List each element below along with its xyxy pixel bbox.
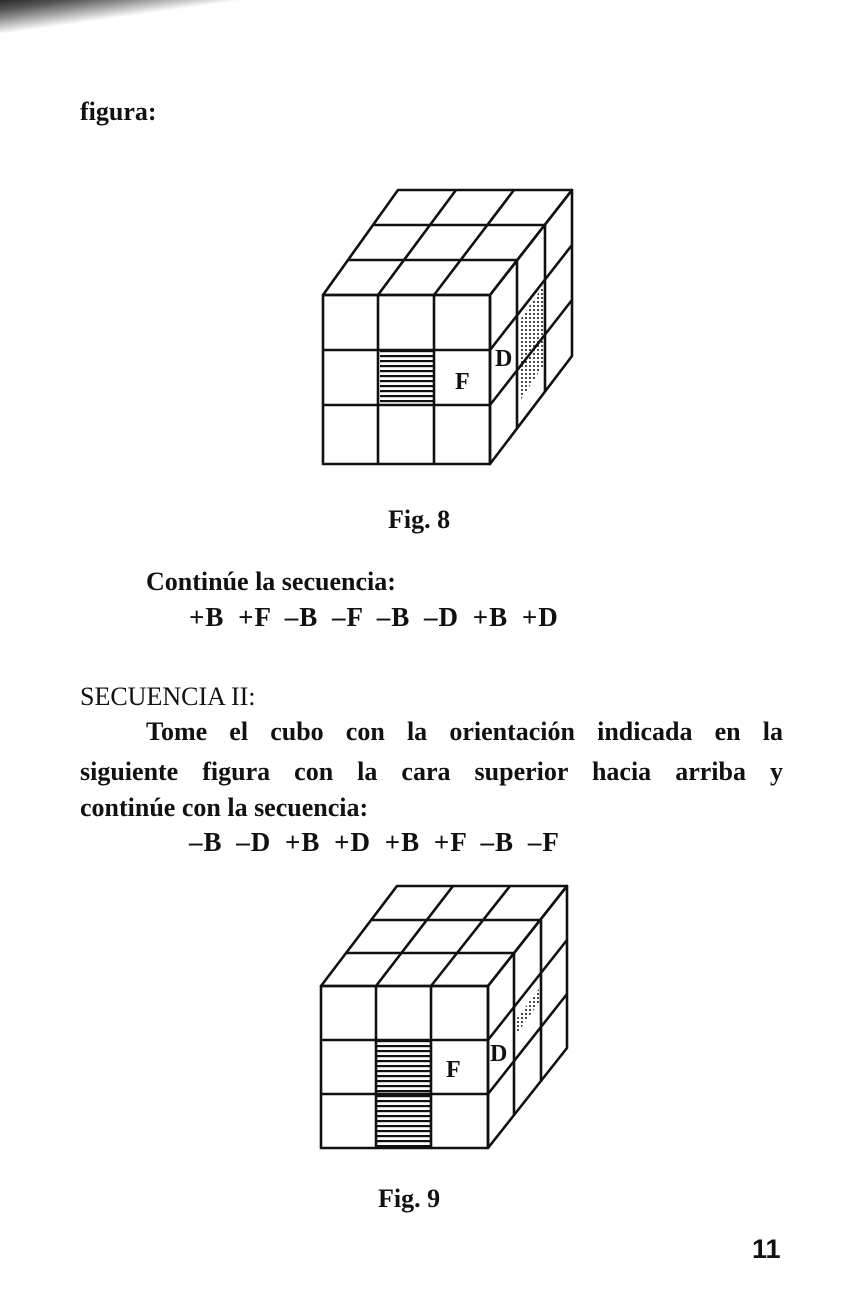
figure-8-caption: Fig. 8 (388, 505, 451, 534)
front-face-label: F (446, 1057, 461, 1083)
dotted-sticker-right (515, 986, 541, 1036)
continue-instruction: Continúe la secuencia: (146, 567, 396, 596)
hatched-sticker (380, 350, 434, 405)
front-face-label: F (455, 369, 470, 395)
section-heading: SECUENCIA II: (80, 682, 256, 711)
scan-shadow (0, 0, 290, 48)
right-face-label: D (490, 1041, 508, 1067)
paragraph-line-3: continúe con la secuencia: (80, 793, 369, 822)
figure-9-caption: Fig. 9 (378, 1184, 441, 1213)
right-face-label: D (495, 346, 513, 372)
paragraph-line-1: Tome el cubo con la orientación indicada en la (146, 717, 783, 746)
page-number: 11 (752, 1234, 781, 1264)
sequence-2: –B –D +B +D +B +F –B –F (189, 827, 560, 857)
cube-figure-9 (313, 882, 575, 1154)
sequence-1: +B +F –B –F –B –D +B +D (189, 602, 559, 632)
paragraph-line-2: siguiente figura con la cara superior hacia arriba y (80, 757, 783, 786)
cube-figure-8 (315, 186, 580, 471)
intro-text: figura: (80, 97, 157, 126)
